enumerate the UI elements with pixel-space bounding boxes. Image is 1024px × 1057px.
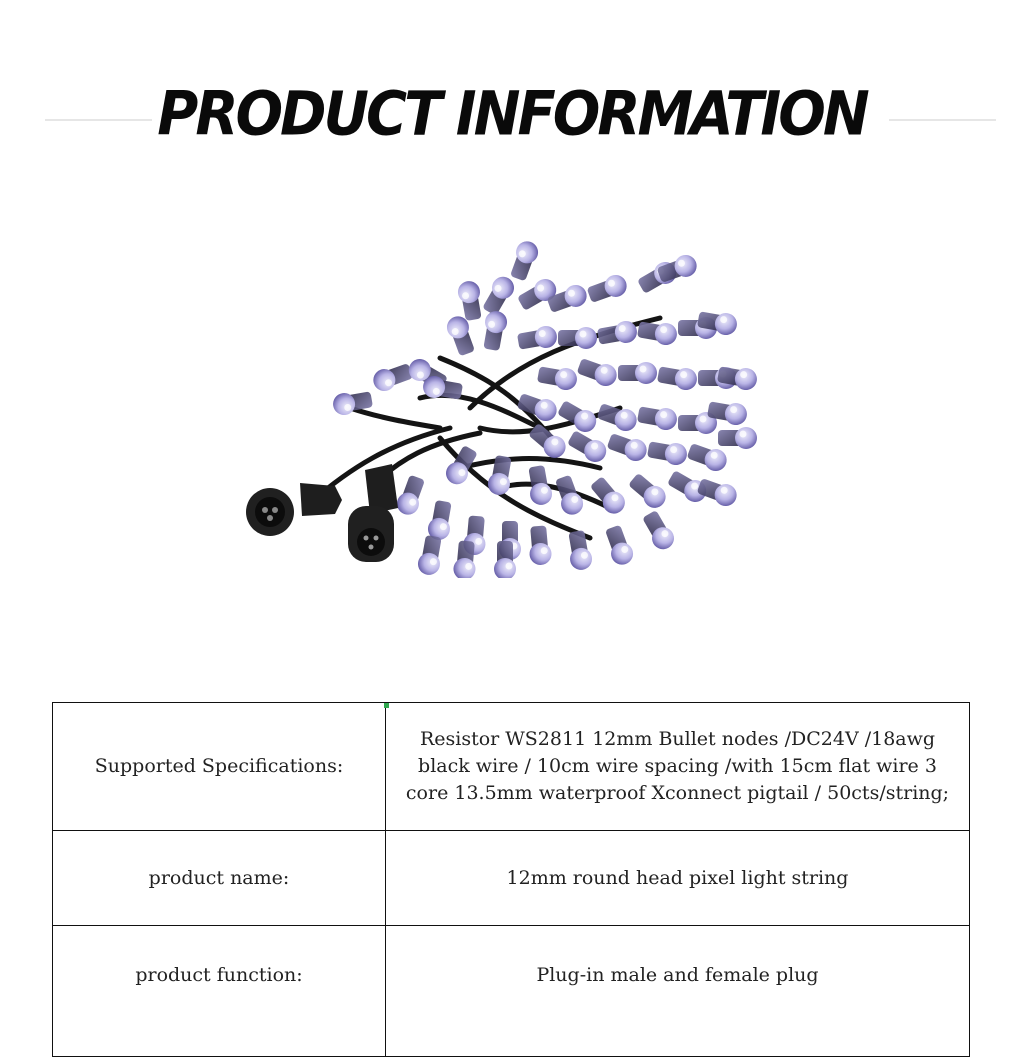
pixel-node <box>696 475 740 509</box>
pixel-node <box>586 272 630 306</box>
section-header <box>0 0 1024 200</box>
table-row <box>53 703 970 831</box>
pixel-node <box>456 279 484 321</box>
pixel-node <box>527 525 552 566</box>
section-title: PRODUCT INFORMATION <box>157 79 867 150</box>
spec-value: Resistor WS2811 12mm Bullet nodes /DC24V /18awg black wire / 10cm wire spacing /with 15cm flat wire 3 core 13.5mm waterproof Xconnect pigtail / 50cts/string; <box>386 703 970 831</box>
pixel-node <box>426 499 454 541</box>
spec-value: Plug-in male and female plug <box>386 926 970 1057</box>
pixel-node <box>639 508 678 553</box>
pixel-node <box>370 360 414 394</box>
pixel-node <box>516 324 558 352</box>
pixel-node <box>507 238 541 282</box>
spec-label: Supported Specifications: <box>53 703 386 831</box>
pixel-node <box>444 313 478 357</box>
pixel-node <box>636 403 678 431</box>
product-photo <box>240 238 760 578</box>
pixel-node <box>656 252 700 286</box>
spec-value: 12mm round head pixel light string <box>386 831 970 926</box>
pixel-node <box>718 427 757 449</box>
pixel-node <box>596 400 640 434</box>
spec-label: product name: <box>53 831 386 926</box>
pixel-node <box>636 318 678 346</box>
pixel-node <box>596 319 638 347</box>
pixel-node <box>555 397 600 436</box>
pixel-node <box>606 430 650 464</box>
pixel-node <box>494 541 516 578</box>
pixel-node <box>416 534 444 576</box>
pixel-node <box>587 474 629 518</box>
pixel-node <box>453 540 478 578</box>
table-row <box>53 926 970 1057</box>
female-connector-icon <box>348 464 398 562</box>
pixel-node <box>576 355 620 389</box>
pixel-node <box>656 363 698 391</box>
pixel-nodes <box>331 238 758 578</box>
pixel-node <box>536 363 578 391</box>
pixel-node <box>479 273 518 318</box>
spec-label: product function: <box>53 926 386 1057</box>
table-row <box>53 831 970 926</box>
pixel-node <box>480 309 508 351</box>
pixel-node <box>558 327 597 349</box>
pixel-node <box>626 470 670 512</box>
spec-table <box>52 702 970 1057</box>
pixel-node <box>646 438 688 466</box>
corner-mark <box>384 703 389 708</box>
right-divider <box>889 119 996 121</box>
male-connector-icon <box>246 483 342 536</box>
pixel-node <box>394 474 428 518</box>
pixel-node <box>602 524 636 568</box>
pixel-node <box>618 362 657 384</box>
